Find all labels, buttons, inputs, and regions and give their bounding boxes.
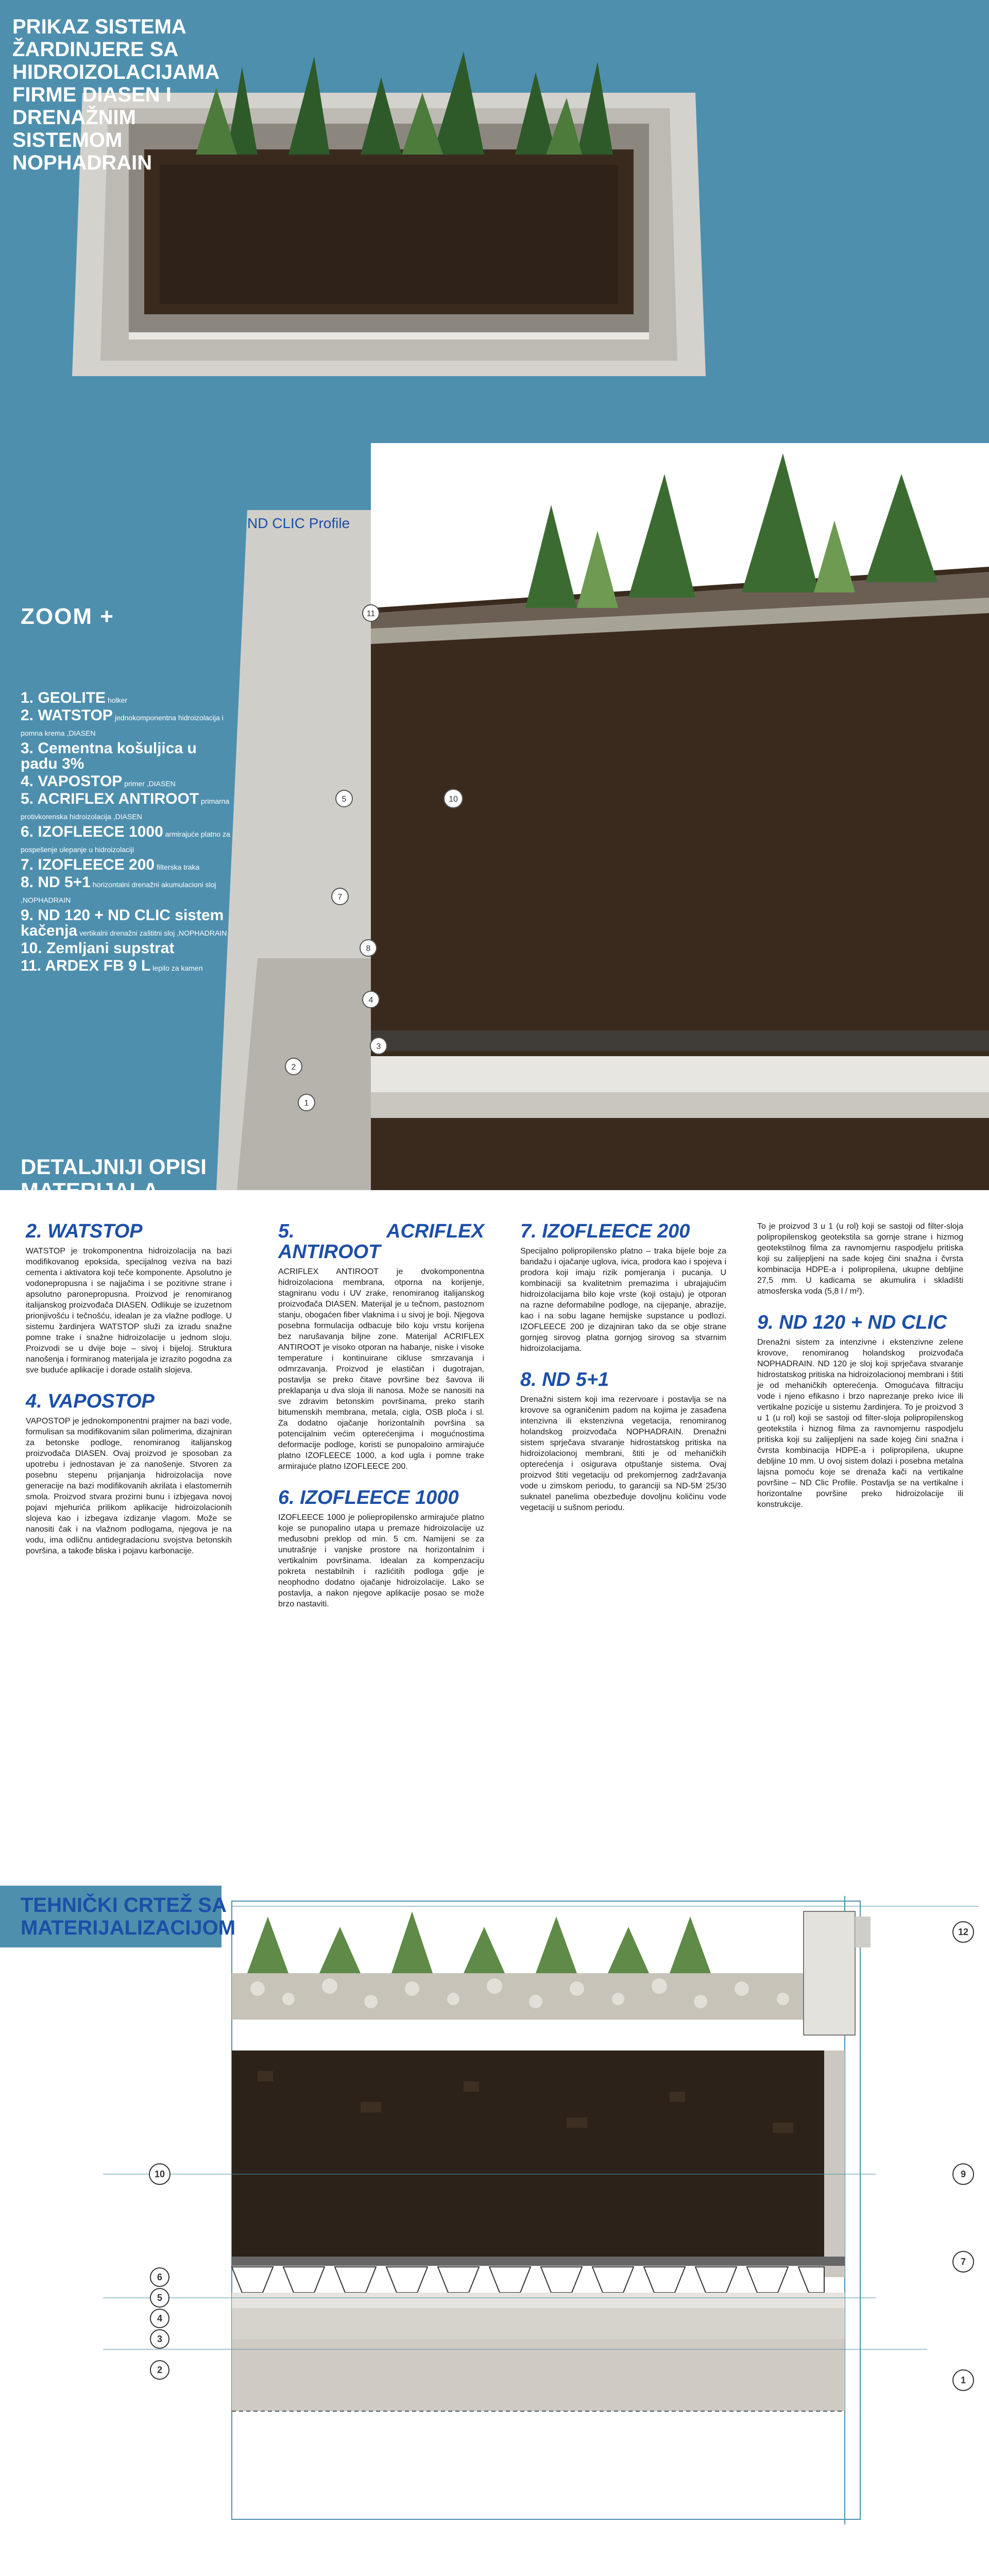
section1-title: PRIKAZ SISTEMA ŽARDINJERE SA HIDROIZOLACIJAMA FIRME DIASEN I DRENAŽNIM SISTEMOM NOPHADRAIN	[12, 15, 219, 174]
descriptions-section-title: DETALJNIJI OPISI MATERIJALA	[21, 1155, 207, 1202]
izofleece200-text: Specijalno polipropilensko platno – traka bijele boje za bandažu i ojačanje uglova, ivica, prodora kao i spojeva i prodora koji imaju rizik pomjeranja i pucanja. U kombinaciji sa kvalitetnim premazima i ubrajajućim hidroizolacijama bilo koje vrste (koji ostaju) je otporan na razne deformabilne podloge, na cijepanje, abrazije, kao i na sobu lagane hemijske supstance u podlozi. IZOFLEECE 200 je dizajniran tako da se obje strane gornjeg sirovog platna gornjog sirovog sa stvarnim hidroizolacijama.	[520, 1247, 726, 1353]
legend-item: 1. GEOLITE holker	[21, 689, 128, 706]
svg-text:1: 1	[304, 1099, 309, 1108]
acriflex-text: ACRIFLEX ANTIROOT je dvokomponentna hidroizolaciona membrana, otporna na korijenje, stagniranu vodu i UV zrake, renomiranog italijanskog proizvođača DIASEN. Materijal je u tečnom, pastoznom stanju, obogaćen fiber vlaknima i u sivoj je boji. Njegova posebna formulacija odbacuje bilo koju vrstu korijena bez narušavanja biljne zone. Materijal ACRIFLEX ANTIROOT je visoko otporan na habanje, niske i visoke temperature i kontinuirane cikluse smrzavanja i odmrzavanja. Proizvod je elastičan i dugotrajan, postavlja se preko čitave površine bez šavova ili preklapanja u dva sloja ili nanosa. Može se nanositi na sve zdravim betonskim površinama, preko starih bitumenskih membrana, metala, cigla, OSB ploča i sl. Za dodatno ojačanje horizontalnih površina sa potencijalnim većim opterećenjima i mogućnostima deformacije podloge, koristi se punopaloino armirajuće platno IZOFLEECE 1000, a kod ugla i pomne trake armirajuće platno IZOFLEECE 200.	[278, 1267, 484, 1471]
planter-tree-illustration	[0, 2555, 989, 2576]
legend-item: 7. IZOFLEECE 200 filterska traka	[21, 856, 200, 873]
svg-text:3: 3	[376, 1042, 381, 1051]
svg-text:2: 2	[291, 1063, 296, 1072]
zoom-planter-illustration	[216, 443, 989, 1190]
column-2	[278, 1221, 484, 1617]
svg-text:10: 10	[449, 795, 458, 804]
tech-label-3: 3	[157, 2334, 163, 2344]
acriflex-title: 5. ACRIFLEX ANTIROOT	[278, 1221, 484, 1263]
tech-label-12: 12	[958, 1927, 969, 1937]
svg-text:5: 5	[342, 795, 347, 804]
legend-item: 6. IZOFLEECE 1000 armirajuće platno za pospešenje ulepanje u hidroizolaciji	[21, 823, 230, 854]
tech-drawing-title: TEHNIČKI CRTEŽ SA MATERIJALIZACIJOM	[21, 1894, 236, 1939]
vapostop-title: 4. VAPOSTOP	[26, 1391, 155, 1412]
svg-text:11: 11	[366, 609, 376, 618]
svg-text:4: 4	[368, 996, 373, 1005]
column-1	[26, 1221, 232, 1564]
izofleece1000-text: IZOFLEECE 1000 je poliepropilensko armirajuće platno koje se punopalino utapa u premaze hidroizolacije uz međusobni preklop od min. 5 cm. Namijeni se za unutrašnje i vanjske prostore na horizontalnim i vertikalnim površinama. Idealan za kompenzaciju pokreta nestabilnih i razlićitih podloga gdje je neophodno dodatno ojačanje hidroizolacije. Lako se postavlja, a nakon njegove aplikacije posao se može brzo nastaviti.	[278, 1513, 484, 1608]
column-3	[520, 1221, 726, 1520]
watstop-text: WATSTOP je trokomponentna hidroizolacija na bazi modifikovanog epoksida, specijalnog veziva na bazi cementa i aktivatora koji teče komponente. Apsolutno je vodonepropusna i se najjačima i se pozitivne strane i apsolutno paronepropusna. Proizvod je renomiranog italijanskog proizvođača DIASEN. Odlikuje se izuzetnom prionjivošću i tečnošću, idealan je za vlažne podloge. U sistemu žardinjera WATSTOP služi za izradu snažne pomne trake i snažne hidroizolacije u jednom sloju. Proizvodi se u dvije boje – sivoj i bijeloj. Struktura nanošenja i formiranog materijala je izrazito pogodna za sve buduće aplikacije i dorade ostalih slojeva.	[26, 1247, 232, 1375]
column-4	[757, 1221, 963, 1517]
izofleece200-title: 7. IZOFLEECE 200	[520, 1221, 690, 1242]
tech-label-7: 7	[960, 2257, 966, 2267]
nd-clic-profile-label: ND CLIC Profile	[247, 515, 350, 531]
tech-label-9: 9	[960, 2169, 966, 2179]
izofleece1000-title: 6. IZOFLEECE 1000	[278, 1487, 459, 1509]
legend-item: 8. ND 5+1 horizontalni drenažni akumulacioni sloj ,NOPHADRAIN	[21, 874, 216, 904]
legend-item: 2. WATSTOP jednokomponentna hidroizolacija i pomna krema ,DIASEN	[21, 707, 224, 737]
legend-item: 11. ARDEX FB 9 L lepilo za kamen	[21, 957, 203, 974]
legend-item: 3. Cementna košuljica u padu 3%	[21, 740, 197, 772]
svg-text:7: 7	[337, 893, 343, 902]
legend-item: 4. VAPOSTOP primer ,DIASEN	[21, 773, 176, 790]
tech-label-4: 4	[157, 2313, 163, 2324]
zoom-title: ZOOM +	[21, 604, 114, 629]
tech-label-6: 6	[157, 2272, 163, 2282]
technical-drawing	[0, 1886, 989, 2530]
svg-text:8: 8	[366, 944, 371, 953]
legend-item: 9. ND 120 + ND CLIC sistem kačenja vertikalni drenažni zaštitni sloj ,NOPHADRAIN	[21, 907, 227, 939]
tech-label-5: 5	[157, 2293, 163, 2303]
legend-item: 10. Zemljani supstrat	[21, 940, 175, 957]
nd120-title: 9. ND 120 + ND CLIC	[757, 1312, 947, 1333]
nd51-continuation-text: To je proizvod 3 u 1 (u rol) koji se sastoji od filter-sloja polipropilenskog geotekstila sa gornje strane i hizmog geotekstilnog filma za ravnomjernu raspodjelu pritiska koji su zalijepljeni na sade kojeg čini snažna i čvrsta kombinacija HDPE-a i polipropilena, ukupne debljine 27,5 mm. U kadicama se akumulira i skladišti atmosferska voda (5,8 l / m²).	[757, 1222, 963, 1296]
vapostop-text: VAPOSTOP je jednokomponentni prajmer na bazi vode, formulisan sa modifikovanim silan polimerima, dizajniran za betonske podloge, renomiranog italijanskog proizvođača DIASEN. Ovaj proizvod je sposoban za upotrebu i jednostavan je za nanošenje. Stvoren za posebnu stepenu prijanjanja hidroizolacija nove generacije na bazi modifikovanih akrilata i elastomernih smola. Proizvod stvara prozirni bunu i izbjegava novoj pojavi mjehurića prilikom aplikacije hidroizolacionih slojeva kao i izbegava izdizanje vlagom. Može se nanositi čak i na vlažnom podlogama, njegova je na vodu, ima odličnu antidegradacionu svojstva betonskih površina, a takođe bliska i pojavu karbonacije.	[26, 1417, 232, 1555]
legend-list-zoom	[21, 690, 237, 976]
tech-label-2: 2	[157, 2365, 163, 2375]
nd51-title: 8. ND 5+1	[520, 1369, 609, 1391]
tech-label-10: 10	[154, 2169, 165, 2179]
watstop-title: 2. WATSTOP	[26, 1221, 143, 1242]
legend-item: 5. ACRIFLEX ANTIROOT primarna protivkorenska hidroizolacija ,DIASEN	[21, 790, 230, 821]
nd51-text: Drenažni sistem koji ima rezervoare i postavlja se na krovove sa ograničenim padom na kojima je zasađena intenzivna ili ekstenzivna vegetacija, renomiranog holandskog proizvođača NOPHADRAIN. Drenažni sistem sprječava stvaranje hidrostatskog pritiska na hidroizolacionoj membrani, štiti je od mehaničkih opterećenja i osigurava otpuštanje sistema. Ovaj proizvod štiti vegetaciju od prekomjernog zadržavanja vode u zimskom periodu, to garanciji sa ND-5M 25/30 suknatel panelima obezbeđuje dovoljnu količinu vode vegetaciji u sušnom periodu.	[520, 1395, 726, 1512]
tech-label-1: 1	[960, 2375, 966, 2385]
nd120-text: Drenažni sistem za intenzivne i ekstenzivne zelene krovove, renomiranog holandskog proizvođača NOPHADRAIN. ND 120 je sloj koji sprječava stvaranje hidrostatskog pritiska na hidroizolacionoj membrani i štiti je od mehaničkih opterećenja. Omogućava filtraciju vode i njeno efikasno i brzo naprezanje preko ivice ili vertikalne pozicije u sistemu žardinjera. To je proizvod 3 u 1 (u rol) koji se sastoji od filter-sloja polipropilenskog geotekstila i hiznog filma za ravnomjernu raspodjelu pritiska koji su zalijepljeni na sade kojeg čini snažna i čvrsta kombinacija HDPE-a i polipropilena, ukupne debljine 10 mm. U ovoj sistem dolazi i posebna metalna lajsna pomoću koje se drenaža kači na vertikalne površine – ND Clic Profile. Postavlja se na vertikalne i horizontalne površine preko hidroizolacije ili konstrukcije.	[757, 1338, 963, 1509]
